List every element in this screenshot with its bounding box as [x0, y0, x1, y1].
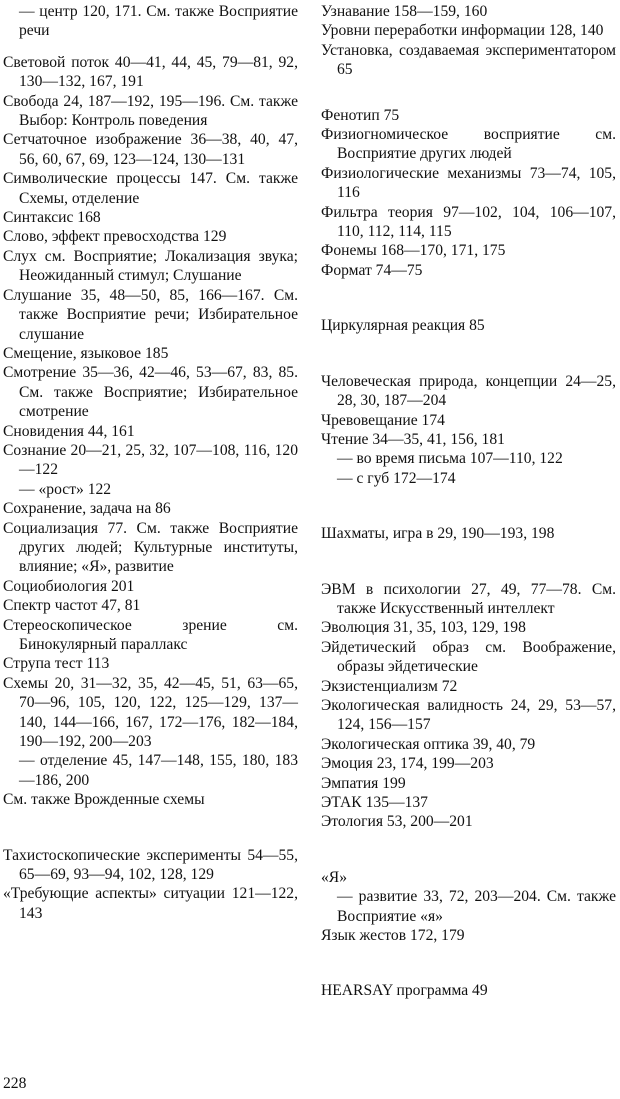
- section-gap: [3, 810, 298, 846]
- index-entry: Смотрение 35—36, 42—46, 53—67, 83, 85. См. также Восприятие; Избирательное смотрение: [3, 364, 298, 421]
- index-entry: Слушание 35, 48—50, 85, 166—167. См. также Восприятие речи; Избирательное слушание: [3, 286, 298, 343]
- index-entry: Эмпатия 199: [321, 774, 406, 792]
- index-entry: Циркулярная реакция 85: [321, 317, 485, 335]
- index-entry: Символические процессы 147. См. также Схемы, отделение: [3, 170, 298, 207]
- index-entry: Сновидения 44, 161: [3, 422, 135, 440]
- index-entry: Фонемы 168—170, 171, 175: [321, 242, 506, 260]
- index-entry: «Я»: [321, 868, 347, 886]
- section-gap: [321, 945, 616, 981]
- index-entry: Схемы 20, 31—32, 35, 42—45, 51, 63—65, 70—96, 105, 120, 122, 125—129, 137—140, 144—166, 167, 172—176, 182—184, 190—192, 200—203: [3, 674, 298, 751]
- section-gap: [321, 544, 616, 580]
- index-entry: Уровни переработки информации 128, 140: [321, 22, 604, 40]
- index-entry: ЭВМ в психологии 27, 49, 77—78. См. также Искусственный интеллект: [321, 580, 616, 617]
- index-entry: Установка, создаваемая экспериментатором 65: [321, 41, 616, 79]
- index-entry: Синтаксис 168: [3, 209, 101, 227]
- index-entry: Узнавание 158—159, 160: [321, 3, 488, 20]
- index-entry: Эмоция 23, 174, 199—203: [321, 755, 494, 773]
- index-column-right: [321, 2, 616, 1001]
- index-entry: Экзистенциализм 72: [321, 677, 458, 695]
- index-entry: Спектр частот 47, 81: [3, 597, 141, 615]
- section-gap: [321, 80, 616, 106]
- index-entry: Человеческая природа, концепции 24—25, 28, 30, 187—204: [321, 372, 616, 410]
- index-entry: Экологическая оптика 39, 40, 79: [321, 735, 536, 753]
- index-entry: Тахистоскопические эксперименты 54—55, 65—69, 93—94, 102, 128, 129: [3, 846, 298, 884]
- index-subentry: — во время письма 107—110, 122: [337, 450, 563, 468]
- index-entry: Струпа тест 113: [3, 655, 110, 673]
- section-gap: [321, 280, 616, 316]
- index-entry: Фенотип 75: [321, 106, 400, 124]
- index-subentry: — развитие 33, 72, 203—204. См. также Восприятие «я»: [337, 888, 616, 925]
- index-entry: «Требующие аспекты» ситуации 121—122, 143: [3, 885, 298, 922]
- index-subentry: — «рост» 122: [19, 480, 112, 498]
- index-entry: См. также Врожденные схемы: [3, 791, 205, 809]
- index-entry: Формат 74—75: [321, 261, 423, 279]
- index-entry: Социобиология 201: [3, 577, 135, 595]
- index-entry: Физиогномическое восприятие см. Восприятие других людей: [321, 126, 616, 163]
- index-entry: Слух см. Восприятие; Локализация звука; Неожиданный стимул; Слушание: [3, 247, 298, 285]
- index-entry: Чтение 34—35, 41, 156, 181: [321, 430, 505, 448]
- index-entry: Физиологические механизмы 73—74, 105, 116: [321, 164, 616, 202]
- section-gap: [3, 41, 298, 53]
- section-gap: [321, 336, 616, 372]
- index-entry: Шахматы, игра в 29, 190—193, 198: [321, 525, 555, 543]
- index-entry: Световой поток 40—41, 44, 45, 79—81, 92, 130—132, 167, 191: [3, 53, 298, 91]
- index-entry: Эйдетический образ см. Воображение, образы эйдетические: [321, 638, 616, 676]
- index-subentry: — отделение 45, 147—148, 155, 180, 183—186, 200: [19, 752, 298, 789]
- index-entry: Свобода 24, 187—192, 195—196. См. также Выбор: Контроль поведения: [3, 92, 298, 130]
- index-subentry: — с губ 172—174: [337, 469, 456, 487]
- section-gap: [321, 488, 616, 524]
- index-entry: Социализация 77. См. также Восприятие других людей; Культурные институты, влияние; «Я», развитие: [3, 519, 298, 576]
- index-entry: HEARSAY программа 49: [321, 982, 488, 1000]
- index-entry: Смещение, языковое 185: [3, 344, 169, 362]
- index-entry: ЭТАК 135—137: [321, 794, 428, 811]
- index-entry: Слово, эффект превосходства 129: [3, 228, 227, 246]
- index-entry: Экологическая валидность 24, 29, 53—57, 124, 156—157: [321, 696, 616, 734]
- index-entry: Чревовещание 174: [321, 411, 445, 429]
- index-entry: Сознание 20—21, 25, 32, 107—108, 116, 120—122: [3, 441, 298, 479]
- index-entry: Стереоскопическое зрение см. Бинокулярный параллакс: [3, 616, 298, 653]
- index-subentry: — центр 120, 171. См. также Восприятие речи: [19, 3, 298, 40]
- index-column-left: [3, 2, 298, 923]
- index-entry: Эволюция 31, 35, 103, 129, 198: [321, 619, 526, 637]
- index-entry: Этология 53, 200—201: [321, 813, 473, 831]
- index-entry: Язык жестов 172, 179: [321, 927, 465, 945]
- section-gap: [321, 832, 616, 868]
- index-entry: Сетчаточное изображение 36—38, 40, 47, 56, 60, 67, 69, 123—124, 130—131: [3, 131, 298, 168]
- page-number: 228: [3, 1075, 27, 1092]
- index-entry: Сохранение, задача на 86: [3, 500, 171, 518]
- index-entry: Фильтра теория 97—102, 104, 106—107, 110, 112, 114, 115: [321, 203, 616, 241]
